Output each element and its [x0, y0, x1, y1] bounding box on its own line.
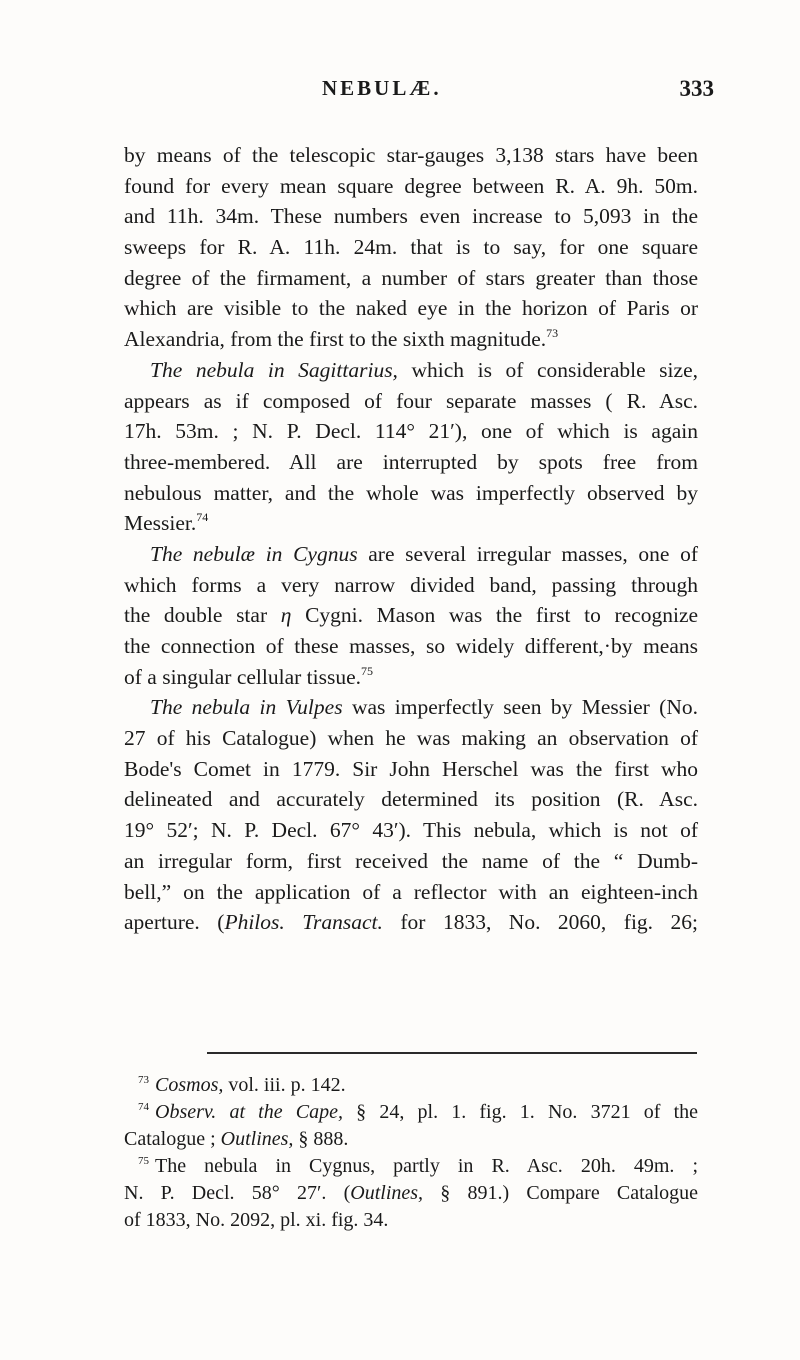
- running-title: NEBULÆ.: [322, 76, 442, 100]
- paragraph-cygnus-start: [124, 539, 698, 570]
- body-line-text: Alexandria, from the first to the sixth magnitude.: [124, 327, 547, 352]
- italic-heading: The nebula in Vulpes: [150, 695, 343, 720]
- italic-heading: The nebulæ in Cygnus: [150, 541, 358, 566]
- footnote-number: 73: [138, 1074, 149, 1086]
- body-line: which forms a very narrow divided band, passing through: [124, 572, 698, 597]
- body-line-text: aperture. (: [124, 910, 225, 935]
- body-line: 17h. 53m. ; N. P. Decl. 114° 21′), one of which is again: [124, 419, 698, 444]
- body-line: [124, 662, 698, 693]
- body-line: three-membered. All are interrupted by spots free from: [124, 449, 698, 474]
- footnote-75-line2: [124, 1180, 698, 1207]
- paragraph-vulpes-start: [124, 692, 698, 723]
- footnote-title: Outlines,: [350, 1182, 424, 1204]
- body-line: delineated and accurately determined its position (R. Asc.: [124, 787, 698, 812]
- footnote-text: § 888.: [298, 1128, 349, 1150]
- running-head: [0, 76, 800, 106]
- footnote-75: [124, 1153, 698, 1180]
- footnote-number: 75: [138, 1155, 149, 1167]
- body-line: [124, 600, 698, 631]
- paragraph-sagittarius-start: [124, 355, 698, 386]
- body-line: which are visible to the naked eye in the horizon of Paris or: [124, 296, 698, 321]
- body-line-text: was imperfectly seen by Messier (No.: [351, 695, 698, 720]
- footnote-title: Cosmos,: [155, 1074, 224, 1096]
- footnote-74: [124, 1099, 698, 1126]
- body-line: appears as if composed of four separate masses ( R. Asc.: [124, 388, 698, 413]
- footnote-ref: 73: [546, 326, 559, 341]
- italic-citation: Philos. Transact.: [224, 910, 383, 935]
- body-text: [124, 140, 698, 938]
- footnote-text: vol. iii. p. 142.: [228, 1074, 346, 1096]
- footnote-text: Catalogue ;: [124, 1128, 216, 1150]
- body-line-text: which is of considerable size,: [411, 357, 698, 382]
- footnote-text: N. P. Decl. 58° 27′. (: [124, 1182, 351, 1204]
- body-line: [124, 907, 698, 938]
- body-line: sweeps for R. A. 11h. 24m. that is to say, for one square: [124, 235, 698, 260]
- footnote-ref: 75: [361, 663, 374, 678]
- body-line-text: Cygni. Mason was the first to recognize: [305, 603, 699, 628]
- footnote-ref: 74: [196, 510, 209, 525]
- body-line: and 11h. 34m. These numbers even increase to 5,093 in the: [124, 204, 698, 229]
- body-line: an irregular form, first received the name of the “ Dumb-: [124, 848, 698, 873]
- footnote-title: Outlines,: [220, 1128, 294, 1150]
- body-line: [124, 324, 698, 355]
- footnote-text: § 891.) Compare Catalogue: [440, 1182, 699, 1204]
- body-line-text: the double star: [124, 603, 268, 628]
- footnote-divider: [207, 1052, 697, 1054]
- footnote-text: The nebula in Cygnus, partly in R. Asc. 20h. 49m. ;: [155, 1155, 698, 1177]
- body-line-text: Messier.: [124, 511, 197, 536]
- footnote-text: § 24, pl. 1. fig. 1. No. 3721 of the: [356, 1101, 698, 1123]
- footnotes: [124, 1072, 698, 1234]
- body-line: 27 of his Catalogue) when he was making an observation of: [124, 726, 698, 751]
- footnote-title: Observ. at the Cape,: [155, 1101, 343, 1123]
- body-line: found for every mean square degree between R. A. 9h. 50m.: [124, 173, 698, 198]
- footnote-number: 74: [138, 1101, 149, 1113]
- body-line: degree of the firmament, a number of stars greater than those: [124, 265, 698, 290]
- body-line: Bode's Comet in 1779. Sir John Herschel was the first who: [124, 756, 698, 781]
- page-number: 333: [679, 76, 714, 101]
- body-line: bell,” on the application of a reflector with an eighteen-inch: [124, 879, 698, 904]
- italic-heading: The nebula in Sagittarius,: [150, 357, 398, 382]
- body-line-text: are several irregular masses, one of: [368, 541, 698, 566]
- body-line: nebulous matter, and the whole was imperfectly observed by: [124, 480, 698, 505]
- greek-eta: η: [280, 603, 292, 628]
- body-line: the connection of these masses, so widely different,·by means: [124, 634, 698, 658]
- body-line: by means of the telescopic star-gauges 3,138 stars have been: [124, 143, 698, 167]
- body-line-text: for 1833, No. 2060, fig. 26;: [400, 910, 699, 935]
- footnote-74-line2: [124, 1126, 698, 1153]
- footnote-75-line3: of 1833, No. 2092, pl. xi. fig. 34.: [124, 1209, 389, 1231]
- body-line-text: of a singular cellular tissue.: [124, 664, 362, 689]
- footnote-73: [124, 1072, 698, 1099]
- body-line: [124, 508, 698, 539]
- body-line: 19° 52′; N. P. Decl. 67° 43′). This nebula, which is not of: [124, 818, 698, 843]
